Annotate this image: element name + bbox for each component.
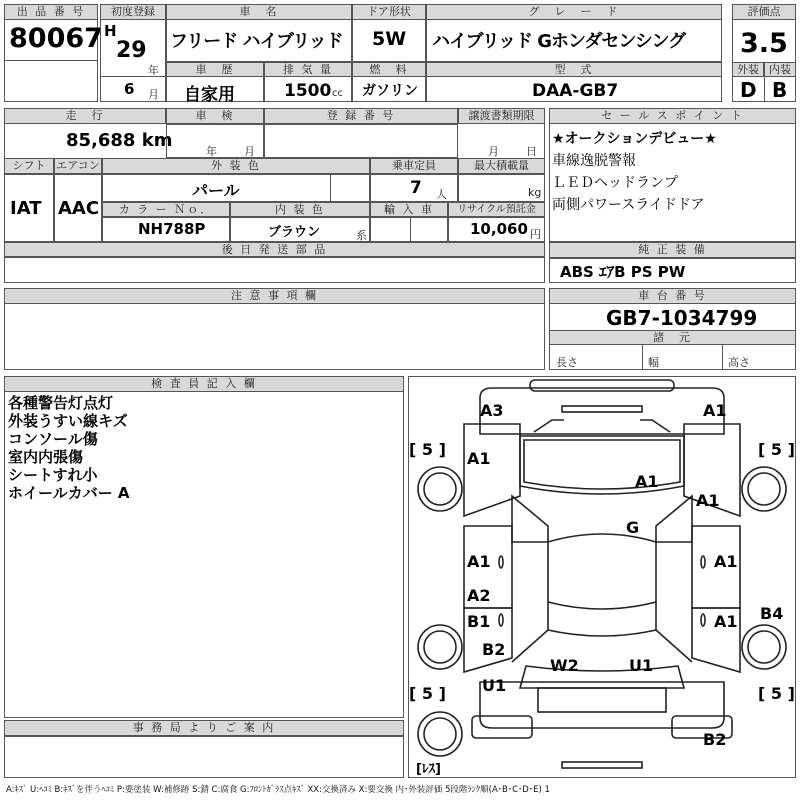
- grade-value: ハイブリッド Gホンダセンシング: [432, 31, 686, 52]
- specs-div1: [642, 345, 643, 370]
- ext-grade-label: 外装: [732, 62, 764, 77]
- score-label: 評価点: [732, 4, 796, 20]
- specs-div2: [722, 345, 723, 370]
- tire-mark-fr: [ 5 ]: [758, 440, 795, 459]
- damage-mark: B2: [703, 730, 727, 749]
- int-grade-value: B: [772, 78, 788, 102]
- chassis-value: GB7-1034799: [606, 306, 758, 330]
- damage-mark: A1: [467, 552, 491, 571]
- car-name-value: フリード ハイブリッド: [170, 31, 343, 52]
- damage-mark: B1: [467, 612, 491, 631]
- spec-length-label: 長さ: [556, 356, 578, 369]
- first-reg-era: H: [104, 22, 117, 40]
- tire-mark-fl: [ 5 ]: [409, 440, 446, 459]
- recycle-value: 10,060: [470, 220, 528, 238]
- damage-mark: A1: [703, 401, 727, 420]
- displacement-label: 排 気 量: [264, 62, 352, 77]
- model-label: 型 式: [426, 62, 722, 77]
- lot-number: 80067: [9, 23, 103, 54]
- office-label: 事 務 局 よ り ご 案 内: [4, 720, 404, 736]
- tire-mark-rr: [ 5 ]: [758, 684, 795, 703]
- first-reg-year-unit: 年: [148, 64, 159, 77]
- grade-label: グ レ ー ド: [426, 4, 722, 20]
- capacity-label: 乗車定員: [370, 158, 458, 174]
- shift-label: シフト: [4, 158, 54, 174]
- door-value: 5W: [372, 28, 407, 50]
- fuel-value: ガソリン: [362, 83, 418, 99]
- score-value: 3.5: [740, 28, 788, 59]
- import-sub: [410, 217, 411, 242]
- legend: A:ｷｽﾞ U:ﾍｺﾐ B:ｷｽﾞを伴うﾍｺﾐ P:要塗装 W:補修跡 S:錆 C:腐食 G:ﾌﾛﾝﾄｶﾞﾗｽ点ｷｽﾞ XX:交換済み X:要交換 内･外装評価 5段階ﾗﾝｸ順(A･B･C･D･E) 1: [6, 785, 550, 795]
- first-reg-divider: [100, 76, 166, 77]
- transfer-day-unit: 日: [526, 145, 537, 158]
- inspector-note: 外装うすい線キズ: [8, 412, 128, 430]
- inspector-notes: [8, 394, 130, 502]
- damage-mark: A3: [480, 401, 504, 420]
- sales-label: セ ー ル ス ポ イ ン ト: [549, 108, 796, 124]
- ext-color-label: 外 装 色: [102, 158, 370, 174]
- transfer-month-unit: 月: [488, 145, 499, 158]
- displacement-value: 1500: [284, 81, 332, 101]
- lot-divider: [4, 60, 98, 61]
- max-load-label: 最大積載量: [458, 158, 545, 174]
- aircon-label: エアコン: [54, 158, 102, 174]
- spec-width-label: 幅: [648, 356, 659, 369]
- mileage-value: 85,688 km: [66, 130, 173, 151]
- inspector-note: ホイールカバー A: [8, 484, 130, 502]
- recycle-label: リサイクル預託金: [448, 202, 545, 217]
- door-label: ドア形状: [352, 4, 426, 20]
- inspector-note: 各種警告灯点灯: [8, 394, 114, 412]
- history-value: 自家用: [184, 85, 235, 105]
- damage-mark: A1: [696, 491, 720, 510]
- specs-label: 諸 元: [549, 330, 796, 345]
- inspection-label: 車 検: [166, 108, 264, 124]
- recycle-unit: 円: [530, 228, 541, 241]
- max-load-unit: kg: [528, 186, 542, 199]
- later-parts-cell: [4, 257, 545, 283]
- import-label: 輸 入 車: [370, 202, 448, 217]
- sales-list: [552, 128, 717, 216]
- sales-item: ★オークションデビュー★: [552, 131, 717, 147]
- sales-item: ＬＥＤヘッドランプ: [552, 175, 678, 191]
- inspection-year-unit: 年: [206, 145, 217, 158]
- int-grade-label: 内装: [764, 62, 796, 77]
- tire-mark-rl: [ 5 ]: [409, 684, 446, 703]
- first-reg-month: 6: [124, 80, 135, 98]
- spec-height-label: 高さ: [728, 356, 750, 369]
- import-cell: [370, 217, 448, 242]
- office-cell: [4, 736, 404, 778]
- sales-item: 車線逸脱警報: [552, 153, 636, 169]
- mileage-label: 走 行: [4, 108, 166, 124]
- damage-mark: B4: [760, 604, 784, 623]
- damage-mark: A2: [467, 586, 491, 605]
- aircon-value: AAC: [58, 198, 100, 219]
- car-name-label: 車 名: [166, 4, 352, 20]
- capacity-value: 7: [410, 178, 422, 198]
- equipment-value: ABS ｴｱB PS PW: [560, 263, 686, 281]
- cautions-label: 注 意 事 項 欄: [4, 288, 545, 304]
- car-diagram: [408, 376, 796, 778]
- inspector-note: コンソール傷: [8, 430, 98, 448]
- first-reg-year: 29: [116, 38, 147, 63]
- damage-mark: B2: [482, 640, 506, 659]
- equipment-label: 純 正 装 備: [549, 242, 796, 258]
- inspector-label: 検 査 員 記 入 欄: [4, 376, 404, 392]
- damage-mark: W2: [550, 656, 579, 675]
- displacement-unit: cc: [332, 88, 343, 99]
- reg-no-label: 登 録 番 号: [264, 108, 458, 124]
- reg-no-cell: [264, 124, 458, 158]
- damage-mark: A1: [467, 449, 491, 468]
- inspector-note: シートすれ小: [8, 466, 98, 484]
- history-label: 車 歴: [166, 62, 264, 77]
- damage-mark: G: [626, 518, 640, 537]
- inspector-note: 室内内張傷: [8, 448, 84, 466]
- transfer-label: 譲渡書類期限: [458, 108, 545, 124]
- damage-mark: U1: [629, 656, 654, 675]
- sales-item: 両側パワースライドドア: [552, 197, 705, 213]
- color-no-value: NH788P: [138, 220, 206, 238]
- model-value: DAA-GB7: [532, 81, 619, 101]
- later-parts-label: 後 日 発 送 部 品: [4, 242, 545, 257]
- color-no-label: カ ラ ー Ｎｏ．: [102, 202, 230, 217]
- damage-mark: A1: [714, 552, 738, 571]
- int-color-suffix: 系: [356, 229, 367, 242]
- spare-mark: [ﾚｽ]: [416, 762, 441, 777]
- damage-mark: A1: [635, 472, 659, 491]
- ext-color-value: パール: [192, 181, 240, 200]
- ext-grade-value: D: [740, 78, 757, 102]
- first-reg-month-unit: 月: [148, 88, 159, 101]
- ext-color-sub: [330, 174, 331, 202]
- shift-value: IAT: [10, 198, 42, 219]
- grade-split: [764, 77, 765, 102]
- damage-mark: A1: [714, 612, 738, 631]
- inspection-month-unit: 月: [244, 145, 255, 158]
- int-color-label: 内 装 色: [230, 202, 370, 217]
- chassis-label: 車 台 番 号: [549, 288, 796, 304]
- first-reg-label: 初度登録: [100, 4, 166, 20]
- capacity-unit: 人: [436, 188, 447, 201]
- damage-mark: U1: [482, 676, 507, 695]
- int-color-value: ブラウン: [268, 225, 321, 240]
- fuel-label: 燃 料: [352, 62, 426, 77]
- lot-label: 出 品 番 号: [4, 4, 98, 20]
